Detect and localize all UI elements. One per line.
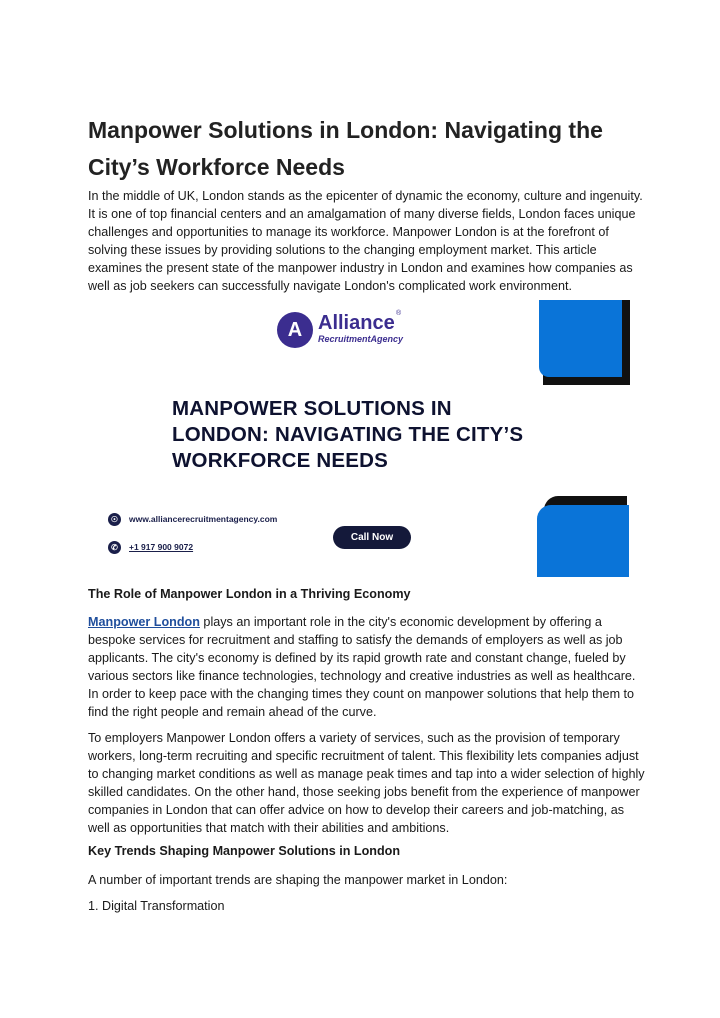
phone-number[interactable]: +1 917 900 9072	[129, 542, 194, 552]
registered-mark: ®	[396, 310, 402, 317]
section2-paragraph1: A number of important trends are shaping the manpower market in London:	[88, 873, 508, 887]
article-banner	[88, 300, 630, 577]
website-text: www.alliancerecruitmentagency.com	[129, 514, 278, 524]
manpower-london-link[interactable]: Manpower London	[88, 615, 200, 629]
section1-heading: The Role of Manpower London in a Thriving Economy	[88, 587, 411, 601]
section2-heading: Key Trends Shaping Manpower Solutions in London	[88, 844, 401, 858]
alliance-logo	[277, 312, 417, 352]
list-item-digital-transformation: 1. Digital Transformation	[88, 899, 225, 913]
intro-paragraph: In the middle of UK, London stands as the epicenter of dynamic the economy, culture and ingenuity. It is one of top financial centers and an amalgamation of many diverse fields, London faces unique challenges and opportunities to manage its workforce. Manpower London is at the forefront of solving these issues by providing solutions to the changing employment market. This article examines the present state of the manpower industry in London and examines how companies as well as job seekers can successfully navigate London's complicated work environment.	[88, 189, 643, 293]
website-contact	[108, 512, 277, 526]
logo-wordmark: Alliance	[318, 312, 395, 334]
logo-subtitle: RecruitmentAgency	[318, 334, 404, 344]
phone-icon: ✆	[108, 541, 121, 554]
banner-decor-bottom	[537, 505, 629, 577]
call-now-button[interactable]: Call Now	[333, 526, 411, 549]
banner-decor-top	[539, 300, 622, 377]
section1-paragraph2: To employers Manpower London offers a variety of services, such as the provision of temporary workers, long-term recruiting and specific recruitment of talent. This flexibility lets companies adjust to changing market conditions as well as manage peak times and tap into a wider selection of highly skilled candidates. On the other hand, those seeking jobs benefit from the experience of manpower companies in London that can offer advice on how to develop their careers and job-matching, as well as opportunities that match with their abilities and ambitions.	[88, 731, 645, 835]
section1-paragraph1-text: plays an important role in the city's economic development by offering a bespoke services for recruitment and staffing to satisfy the demands of employers as well as job applicants. The city's economy is defined by its rapid growth rate and constant change, fueled by various sectors like finance technologies, technology and creative industries as well as healthcare. In order to keep pace with the changing times they count on manpower solutions that help them to find the right people and remain ahead of the curve.	[88, 615, 636, 719]
phone-contact	[108, 540, 193, 554]
logo-emblem: A	[277, 312, 313, 348]
section1-paragraph1	[88, 613, 648, 721]
page-title: Manpower Solutions in London: Navigating the City’s Workforce Needs	[88, 117, 603, 180]
globe-icon: ☉	[108, 513, 121, 526]
banner-title: MANPOWER SOLUTIONS IN LONDON: NAVIGATING THE CITY’S WORKFORCE NEEDS	[172, 397, 524, 472]
